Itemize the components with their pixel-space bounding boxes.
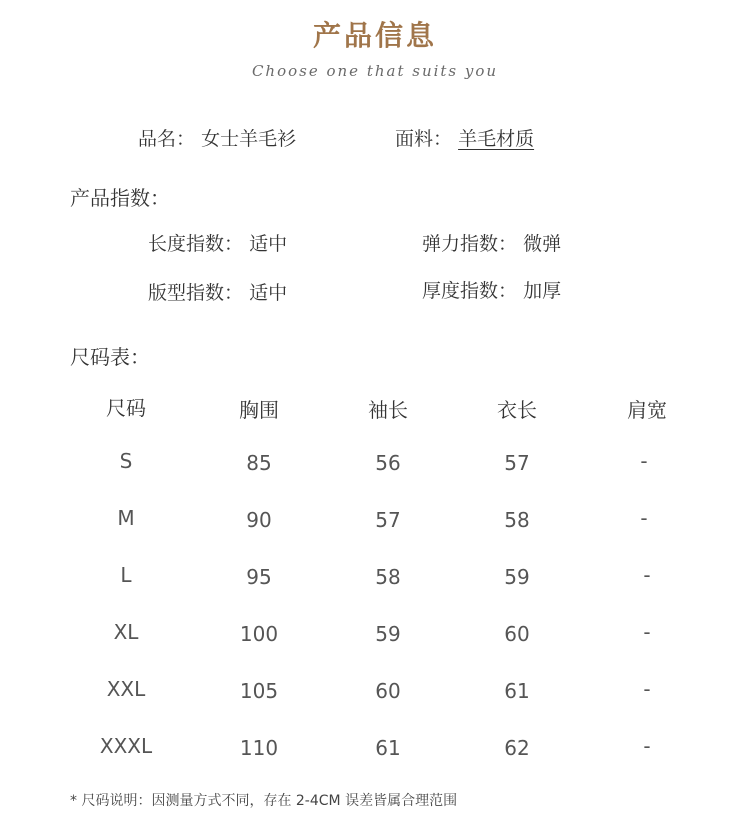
- table-cell-shoulder: -: [640, 449, 648, 473]
- fit-index-value: 适中: [249, 282, 288, 304]
- product-name-value: 女士羊毛衫: [201, 128, 297, 150]
- table-cell-shoulder: -: [643, 563, 651, 587]
- fit-index: [148, 278, 287, 305]
- size-table-heading: 尺码表：: [70, 345, 150, 369]
- size-note: * 尺码说明：因测量方式不同，存在 2-4CM 误差皆属合理范围: [70, 793, 458, 809]
- length-index-label: 长度指数：: [148, 233, 244, 255]
- table-cell-sleeve: 56: [375, 451, 401, 475]
- table-cell-size: M: [117, 506, 135, 530]
- page-subtitle: Choose one that suits you: [251, 62, 499, 80]
- table-cell-sleeve: 57: [375, 508, 401, 532]
- table-cell-length: 60: [504, 622, 530, 646]
- table-cell-shoulder: -: [643, 734, 651, 758]
- table-cell-size: XL: [113, 620, 139, 644]
- table-cell-sleeve: 59: [375, 622, 401, 646]
- thickness-index: [422, 276, 561, 303]
- table-cell-sleeve: 61: [375, 736, 401, 760]
- product-name-label: 品名：: [138, 128, 196, 150]
- thickness-index-value: 加厚: [523, 280, 562, 302]
- table-cell-shoulder: -: [643, 677, 651, 701]
- table-cell-chest: 100: [239, 622, 279, 646]
- table-cell-length: 58: [504, 508, 530, 532]
- material-value: 羊毛材质: [458, 128, 535, 150]
- table-cell-length: 57: [504, 451, 530, 475]
- table-cell-size: S: [119, 449, 133, 473]
- table-cell-sleeve: 60: [375, 679, 401, 703]
- shoulder-col-header: 肩宽: [627, 398, 667, 422]
- table-cell-size: L: [120, 563, 132, 587]
- size-col-header: 尺码: [106, 396, 146, 420]
- elasticity-index-value: 微弹: [523, 233, 562, 255]
- length-col-header: 衣长: [497, 398, 537, 422]
- table-cell-chest: 105: [239, 679, 279, 703]
- table-cell-length: 61: [504, 679, 530, 703]
- indices-heading: 产品指数：: [70, 186, 170, 210]
- table-cell-chest: 85: [246, 451, 272, 475]
- fit-index-label: 版型指数：: [148, 282, 244, 304]
- table-cell-length: 62: [504, 736, 530, 760]
- table-cell-shoulder: -: [643, 620, 651, 644]
- table-cell-chest: 90: [246, 508, 272, 532]
- length-index: [148, 229, 287, 256]
- table-cell-length: 59: [504, 565, 530, 589]
- table-cell-shoulder: -: [640, 506, 648, 530]
- table-cell-size: XXL: [106, 677, 146, 701]
- table-cell-size: XXXL: [99, 734, 153, 758]
- chest-col-header: 胸围: [239, 398, 279, 422]
- sleeve-col-header: 袖长: [368, 398, 408, 422]
- table-cell-chest: 110: [239, 736, 279, 760]
- thickness-index-label: 厚度指数：: [422, 280, 518, 302]
- product-material: [395, 124, 534, 151]
- elasticity-index-label: 弹力指数：: [422, 233, 518, 255]
- material-label: 面料：: [395, 128, 453, 150]
- page-title: 产品信息: [312, 19, 437, 52]
- elasticity-index: [422, 229, 561, 256]
- length-index-value: 适中: [249, 233, 288, 255]
- table-cell-sleeve: 58: [375, 565, 401, 589]
- table-cell-chest: 95: [246, 565, 272, 589]
- product-name: [138, 124, 296, 151]
